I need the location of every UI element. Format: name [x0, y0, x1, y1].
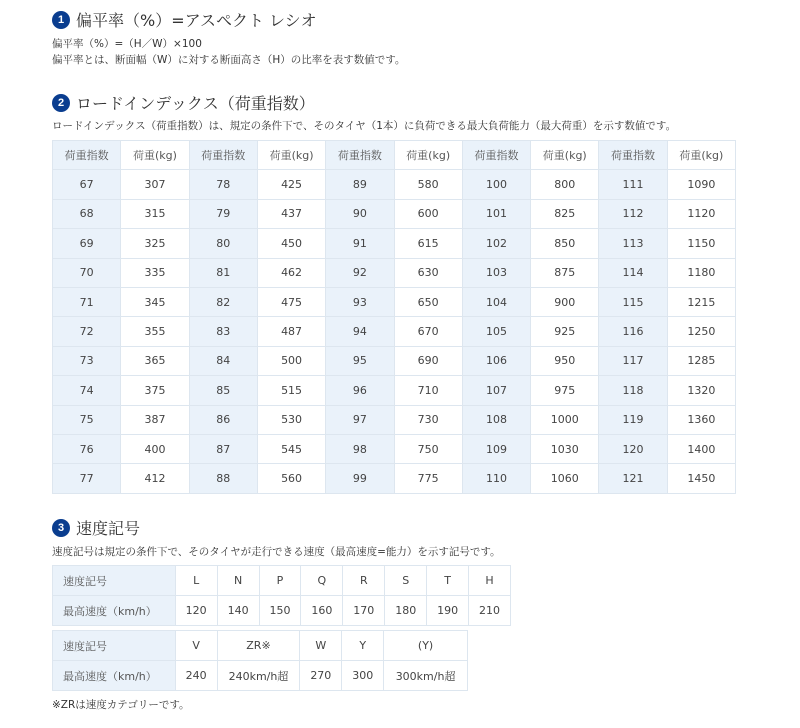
- speed-symbol-description: 速度記号は規定の条件下で、そのタイヤが走行できる速度（最高速度=能力）を示す記号です。: [52, 546, 501, 558]
- speed-symbol-cell: Q: [301, 566, 343, 596]
- speed-symbol-cell: R: [343, 566, 385, 596]
- speed-symbol-cell: S: [385, 566, 427, 596]
- table-row: [53, 317, 736, 346]
- load-kg-cell: 775: [394, 464, 462, 493]
- number-badge-icon: 1: [52, 11, 70, 29]
- load-index-cell: 94: [326, 317, 394, 346]
- row-label: 速度記号: [53, 566, 176, 596]
- max-speed-cell: 300: [342, 661, 384, 691]
- load-index-cell: 77: [53, 464, 121, 493]
- load-kg-cell: 1450: [667, 464, 735, 493]
- load-index-cell: 96: [326, 376, 394, 405]
- load-kg-cell: 307: [121, 170, 189, 199]
- load-kg-cell: 1320: [667, 376, 735, 405]
- load-index-cell: 99: [326, 464, 394, 493]
- table-row: [53, 405, 736, 434]
- load-index-cell: 82: [189, 287, 257, 316]
- speed-symbol-cell: P: [259, 566, 301, 596]
- load-kg-cell: 600: [394, 199, 462, 228]
- load-index-cell: 102: [462, 229, 530, 258]
- load-kg-cell: 690: [394, 346, 462, 375]
- row-label: 速度記号: [53, 631, 176, 661]
- table-row: [53, 346, 736, 375]
- column-header: 荷重(kg): [257, 141, 325, 170]
- load-index-cell: 87: [189, 434, 257, 463]
- row-label: 最高速度（km/h）: [53, 596, 176, 626]
- load-kg-cell: 487: [257, 317, 325, 346]
- table-row: [53, 464, 736, 493]
- speed-symbol-row: [53, 631, 468, 661]
- speed-symbol-cell: T: [427, 566, 469, 596]
- load-kg-cell: 950: [531, 346, 599, 375]
- load-index-cell: 71: [53, 287, 121, 316]
- section-2-title: [52, 91, 315, 114]
- load-index-cell: 121: [599, 464, 667, 493]
- load-kg-cell: 450: [257, 229, 325, 258]
- load-kg-cell: 925: [531, 317, 599, 346]
- load-index-cell: 103: [462, 258, 530, 287]
- speed-table-2: [52, 630, 468, 691]
- load-index-description: ロードインデックス（荷重指数）は、規定の条件下で、そのタイヤ（1本）に負荷できる最大負荷能力（最大荷重）を示す数値です。: [52, 120, 677, 132]
- load-index-cell: 114: [599, 258, 667, 287]
- speed-symbol-cell: N: [217, 566, 259, 596]
- table-row: [53, 199, 736, 228]
- max-speed-cell: 190: [427, 596, 469, 626]
- load-index-cell: 89: [326, 170, 394, 199]
- load-kg-cell: 875: [531, 258, 599, 287]
- load-index-cell: 107: [462, 376, 530, 405]
- section-title-text: 速度記号: [76, 519, 141, 538]
- speed-symbol-cell: V: [175, 631, 217, 661]
- load-kg-cell: 750: [394, 434, 462, 463]
- load-kg-cell: 1400: [667, 434, 735, 463]
- load-index-cell: 76: [53, 434, 121, 463]
- section-1-title: [52, 8, 317, 31]
- speed-table-1: [52, 565, 511, 626]
- load-kg-cell: 1180: [667, 258, 735, 287]
- load-index-table: [52, 140, 736, 494]
- load-index-cell: 105: [462, 317, 530, 346]
- section-3-title: [52, 516, 140, 539]
- load-index-cell: 85: [189, 376, 257, 405]
- load-kg-cell: 1090: [667, 170, 735, 199]
- load-index-cell: 78: [189, 170, 257, 199]
- load-kg-cell: 462: [257, 258, 325, 287]
- load-kg-cell: 1360: [667, 405, 735, 434]
- load-index-cell: 86: [189, 405, 257, 434]
- max-speed-cell: 120: [175, 596, 217, 626]
- max-speed-cell: 240km/h超: [217, 661, 300, 691]
- load-index-cell: 98: [326, 434, 394, 463]
- load-kg-cell: 1060: [531, 464, 599, 493]
- load-kg-cell: 400: [121, 434, 189, 463]
- load-index-cell: 95: [326, 346, 394, 375]
- load-kg-cell: 365: [121, 346, 189, 375]
- column-header: 荷重(kg): [121, 141, 189, 170]
- load-index-cell: 110: [462, 464, 530, 493]
- load-kg-cell: 500: [257, 346, 325, 375]
- speed-symbol-cell: H: [469, 566, 511, 596]
- max-speed-cell: 270: [300, 661, 342, 691]
- speed-symbol-cell: L: [175, 566, 217, 596]
- load-kg-cell: 710: [394, 376, 462, 405]
- speed-symbol-cell: W: [300, 631, 342, 661]
- max-speed-cell: 300km/h超: [384, 661, 468, 691]
- load-kg-cell: 1120: [667, 199, 735, 228]
- column-header: 荷重指数: [189, 141, 257, 170]
- load-index-cell: 106: [462, 346, 530, 375]
- load-index-cell: 101: [462, 199, 530, 228]
- max-speed-cell: 160: [301, 596, 343, 626]
- column-header: 荷重指数: [326, 141, 394, 170]
- zr-footnote: ※ZRは速度カテゴリーです。: [52, 699, 190, 711]
- load-kg-cell: 387: [121, 405, 189, 434]
- load-index-cell: 68: [53, 199, 121, 228]
- aspect-ratio-description: 偏平率とは、断面幅（W）に対する断面高さ（H）の比率を表す数値です。: [52, 54, 406, 66]
- column-header: 荷重指数: [53, 141, 121, 170]
- load-kg-cell: 825: [531, 199, 599, 228]
- section-title-text: 偏平率（%）=アスペクト レシオ: [76, 11, 317, 30]
- aspect-ratio-formula: 偏平率（%）=（H／W）×100: [52, 38, 202, 50]
- load-index-cell: 80: [189, 229, 257, 258]
- speed-symbol-cell: (Y): [384, 631, 468, 661]
- load-index-cell: 104: [462, 287, 530, 316]
- load-index-cell: 70: [53, 258, 121, 287]
- load-kg-cell: 670: [394, 317, 462, 346]
- column-header: 荷重指数: [462, 141, 530, 170]
- load-index-cell: 73: [53, 346, 121, 375]
- table-row: [53, 229, 736, 258]
- max-speed-cell: 140: [217, 596, 259, 626]
- load-kg-cell: 437: [257, 199, 325, 228]
- load-kg-cell: 560: [257, 464, 325, 493]
- load-index-cell: 81: [189, 258, 257, 287]
- max-speed-row: [53, 661, 468, 691]
- load-kg-cell: 1030: [531, 434, 599, 463]
- section-title-text: ロードインデックス（荷重指数）: [76, 94, 315, 113]
- load-kg-cell: 325: [121, 229, 189, 258]
- load-kg-cell: 900: [531, 287, 599, 316]
- table-row: [53, 258, 736, 287]
- load-kg-cell: 530: [257, 405, 325, 434]
- load-kg-cell: 1250: [667, 317, 735, 346]
- load-index-cell: 74: [53, 376, 121, 405]
- load-index-cell: 79: [189, 199, 257, 228]
- column-header: 荷重(kg): [667, 141, 735, 170]
- row-label: 最高速度（km/h）: [53, 661, 176, 691]
- load-index-cell: 115: [599, 287, 667, 316]
- load-index-cell: 90: [326, 199, 394, 228]
- load-kg-cell: 1150: [667, 229, 735, 258]
- load-index-cell: 108: [462, 405, 530, 434]
- load-index-cell: 67: [53, 170, 121, 199]
- load-kg-cell: 730: [394, 405, 462, 434]
- load-kg-cell: 475: [257, 287, 325, 316]
- load-index-cell: 75: [53, 405, 121, 434]
- load-index-cell: 100: [462, 170, 530, 199]
- number-badge-icon: 3: [52, 519, 70, 537]
- load-kg-cell: 850: [531, 229, 599, 258]
- load-index-cell: 118: [599, 376, 667, 405]
- load-index-cell: 83: [189, 317, 257, 346]
- load-kg-cell: 545: [257, 434, 325, 463]
- number-badge-icon: 2: [52, 94, 70, 112]
- load-index-cell: 109: [462, 434, 530, 463]
- load-kg-cell: 355: [121, 317, 189, 346]
- load-kg-cell: 1000: [531, 405, 599, 434]
- load-index-cell: 113: [599, 229, 667, 258]
- load-kg-cell: 800: [531, 170, 599, 199]
- load-kg-cell: 425: [257, 170, 325, 199]
- load-kg-cell: 975: [531, 376, 599, 405]
- load-kg-cell: 315: [121, 199, 189, 228]
- load-index-cell: 88: [189, 464, 257, 493]
- load-index-cell: 120: [599, 434, 667, 463]
- speed-symbol-cell: Y: [342, 631, 384, 661]
- load-kg-cell: 630: [394, 258, 462, 287]
- load-kg-cell: 345: [121, 287, 189, 316]
- load-kg-cell: 650: [394, 287, 462, 316]
- max-speed-cell: 170: [343, 596, 385, 626]
- speed-symbol-row: [53, 566, 511, 596]
- load-index-cell: 92: [326, 258, 394, 287]
- max-speed-cell: 150: [259, 596, 301, 626]
- load-index-cell: 72: [53, 317, 121, 346]
- load-kg-cell: 412: [121, 464, 189, 493]
- max-speed-cell: 240: [175, 661, 217, 691]
- table-row: [53, 287, 736, 316]
- load-index-cell: 84: [189, 346, 257, 375]
- load-index-cell: 117: [599, 346, 667, 375]
- column-header: 荷重(kg): [531, 141, 599, 170]
- load-index-cell: 111: [599, 170, 667, 199]
- load-kg-cell: 1215: [667, 287, 735, 316]
- table-row: [53, 376, 736, 405]
- max-speed-cell: 210: [469, 596, 511, 626]
- table-row: [53, 434, 736, 463]
- max-speed-row: [53, 596, 511, 626]
- column-header: 荷重指数: [599, 141, 667, 170]
- load-index-cell: 112: [599, 199, 667, 228]
- load-kg-cell: 615: [394, 229, 462, 258]
- table-row: [53, 170, 736, 199]
- max-speed-cell: 180: [385, 596, 427, 626]
- load-kg-cell: 515: [257, 376, 325, 405]
- column-header: 荷重(kg): [394, 141, 462, 170]
- table-header-row: [53, 141, 736, 170]
- speed-symbol-cell: ZR※: [217, 631, 300, 661]
- load-index-cell: 91: [326, 229, 394, 258]
- load-index-cell: 93: [326, 287, 394, 316]
- load-index-cell: 116: [599, 317, 667, 346]
- load-kg-cell: 580: [394, 170, 462, 199]
- load-index-cell: 69: [53, 229, 121, 258]
- load-index-cell: 97: [326, 405, 394, 434]
- load-kg-cell: 1285: [667, 346, 735, 375]
- load-kg-cell: 335: [121, 258, 189, 287]
- load-index-cell: 119: [599, 405, 667, 434]
- load-kg-cell: 375: [121, 376, 189, 405]
